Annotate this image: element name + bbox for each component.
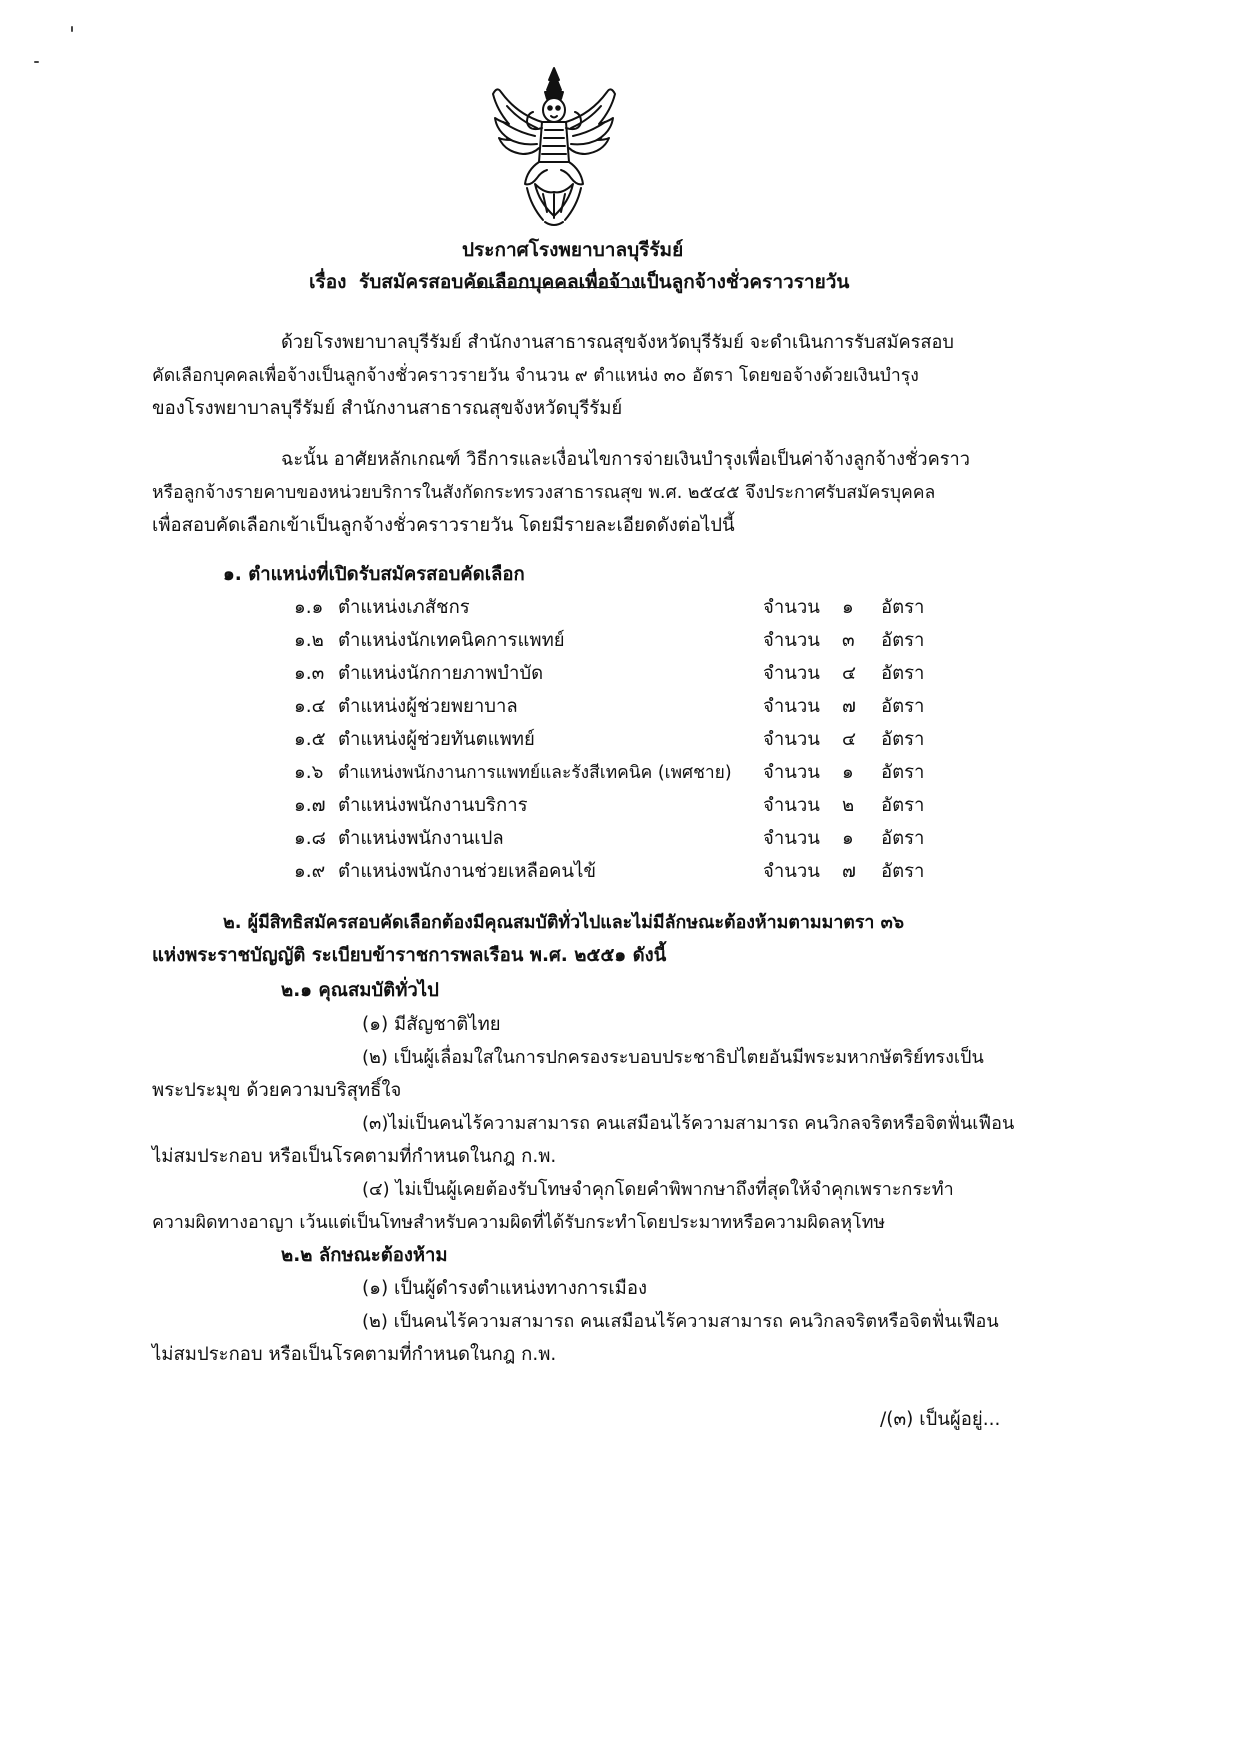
garuda-emblem-icon <box>487 66 621 230</box>
sub1-heading: ๒.๑ คุณสมบัติทั่วไป <box>281 980 439 1001</box>
sub2-item2-line1: (๒) เป็นคนไร้ความสามารถ คนเสมือนไร้ความสามารถ คนวิกลจริตหรือจิตฟั่นเฟือน <box>362 1311 999 1332</box>
position-number: ๑.๓ <box>294 663 325 684</box>
scan-speck <box>34 61 39 63</box>
count-label: จำนวน <box>763 597 820 618</box>
position-title: ตำแหน่งพนักงานบริการ <box>338 795 528 816</box>
unit-label: อัตรา <box>881 795 925 816</box>
page-continuation: /(๓) เป็นผู้อยู่... <box>880 1409 1001 1430</box>
count-label: จำนวน <box>763 795 820 816</box>
position-count: ๔ <box>842 729 857 750</box>
count-label: จำนวน <box>763 663 820 684</box>
position-count: ๑ <box>842 762 854 783</box>
unit-label: อัตรา <box>881 828 925 849</box>
position-number: ๑.๖ <box>294 762 324 783</box>
position-number: ๑.๙ <box>294 861 326 882</box>
position-count: ๑ <box>842 828 854 849</box>
position-number: ๑.๘ <box>294 828 326 849</box>
unit-label: อัตรา <box>881 729 925 750</box>
position-title: ตำแหน่งนักกายภาพบำบัด <box>338 663 544 684</box>
position-count: ๔ <box>842 663 857 684</box>
position-title: ตำแหน่งเภสัชกร <box>338 597 470 618</box>
intro-p2-line3: เพื่อสอบคัดเลือกเข้าเป็นลูกจ้างชั่วคราวรายวัน โดยมีรายละเอียดดังต่อไปนี้ <box>152 515 735 536</box>
unit-label: อัตรา <box>881 663 925 684</box>
page-title: ประกาศโรงพยาบาลบุรีรัมย์ <box>462 239 684 261</box>
intro-p2-line2: หรือลูกจ้างรายคาบของหน่วยบริการในสังกัดกระทรวงสาธารณสุข พ.ศ. ๒๕๔๕ จึงประกาศรับสมัครบุคคล <box>152 483 936 503</box>
position-title: ตำแหน่งผู้ช่วยพยาบาล <box>338 696 518 717</box>
count-label: จำนวน <box>763 828 820 849</box>
section2-heading-line1: ๒. ผู้มีสิทธิสมัครสอบคัดเลือกต้องมีคุณสมบัติทั่วไปและไม่มีลักษณะต้องห้ามตามมาตรา ๓๖ <box>223 912 905 933</box>
intro-p2-line1: ฉะนั้น อาศัยหลักเกณฑ์ วิธีการและเงื่อนไขการจ่ายเงินบำรุงเพื่อเป็นค่าจ้างลูกจ้างชั่วคราว <box>281 449 970 470</box>
scan-speck <box>71 26 73 32</box>
position-count: ๗ <box>842 861 856 882</box>
title-divider <box>471 287 641 288</box>
position-number: ๑.๕ <box>294 729 326 750</box>
section2-heading-line2: แห่งพระราชบัญญัติ ระเบียบข้าราชการพลเรือน พ.ศ. ๒๕๕๑ ดังนี้ <box>152 945 667 966</box>
intro-p1-line3: ของโรงพยาบาลบุรีรัมย์ สำนักงานสาธารณสุขจังหวัดบุรีรัมย์ <box>152 398 623 419</box>
sub1-item3-line1: (๓)ไม่เป็นคนไร้ความสามารถ คนเสมือนไร้ความสามารถ คนวิกลจริตหรือจิตฟั่นเฟือน <box>362 1113 1015 1134</box>
count-label: จำนวน <box>763 630 820 651</box>
position-number: ๑.๗ <box>294 795 326 816</box>
sub2-item2-line2: ไม่สมประกอบ หรือเป็นโรคตามที่กำหนดในกฎ ก.พ. <box>152 1344 557 1365</box>
position-count: ๒ <box>842 795 855 816</box>
position-title: ตำแหน่งนักเทคนิคการแพทย์ <box>338 630 565 651</box>
unit-label: อัตรา <box>881 630 925 651</box>
count-label: จำนวน <box>763 762 820 783</box>
subject-text: รับสมัครสอบคัดเลือกบุคคลเพื่อจ้างเป็นลูกจ้างชั่วคราวรายวัน <box>359 271 850 293</box>
sub1-item2-line2: พระประมุข ด้วยความบริสุทธิ์ใจ <box>152 1080 402 1101</box>
unit-label: อัตรา <box>881 861 925 882</box>
unit-label: อัตรา <box>881 696 925 717</box>
section1-heading: ๑. ตำแหน่งที่เปิดรับสมัครสอบคัดเลือก <box>223 564 525 585</box>
sub2-item1: (๑) เป็นผู้ดำรงตำแหน่งทางการเมือง <box>362 1278 647 1299</box>
sub1-item4-line1: (๔) ไม่เป็นผู้เคยต้องรับโทษจำคุกโดยคำพิพากษาถึงที่สุดให้จำคุกเพราะกระทำ <box>362 1179 954 1200</box>
sub2-heading: ๒.๒ ลักษณะต้องห้าม <box>281 1245 448 1266</box>
count-label: จำนวน <box>763 861 820 882</box>
sub1-item1: (๑) มีสัญชาติไทย <box>362 1014 501 1035</box>
position-title: ตำแหน่งพนักงานการแพทย์และรังสีเทคนิค (เพศชาย) <box>338 763 732 783</box>
count-label: จำนวน <box>763 729 820 750</box>
subject-label: เรื่อง <box>309 271 347 293</box>
sub1-item2-line1: (๒) เป็นผู้เลื่อมใสในการปกครองระบอบประชาธิปไตยอันมีพระมหากษัตริย์ทรงเป็น <box>362 1047 984 1068</box>
position-title: ตำแหน่งผู้ช่วยทันตแพทย์ <box>338 729 535 750</box>
position-number: ๑.๑ <box>294 597 324 618</box>
unit-label: อัตรา <box>881 597 925 618</box>
position-number: ๑.๔ <box>294 696 326 717</box>
intro-p1-line2: คัดเลือกบุคคลเพื่อจ้างเป็นลูกจ้างชั่วคราวรายวัน จำนวน ๙ ตำแหน่ง ๓๐ อัตรา โดยขอจ้างด้วยเงินบำรุง <box>152 366 919 386</box>
unit-label: อัตรา <box>881 762 925 783</box>
count-label: จำนวน <box>763 696 820 717</box>
sub1-item4-line2: ความผิดทางอาญา เว้นแต่เป็นโทษสำหรับความผิดที่ได้รับกระทำโดยประมาทหรือความผิดลหุโทษ <box>152 1212 886 1233</box>
position-count: ๑ <box>842 597 854 618</box>
sub1-item3-line2: ไม่สมประกอบ หรือเป็นโรคตามที่กำหนดในกฎ ก.พ. <box>152 1146 557 1167</box>
position-title: ตำแหน่งพนักงานเปล <box>338 828 504 849</box>
position-title: ตำแหน่งพนักงานช่วยเหลือคนไข้ <box>338 861 597 882</box>
position-count: ๓ <box>842 630 855 651</box>
intro-p1-line1: ด้วยโรงพยาบาลบุรีรัมย์ สำนักงานสาธารณสุขจังหวัดบุรีรัมย์ จะดำเนินการรับสมัครสอบ <box>281 332 954 353</box>
position-number: ๑.๒ <box>294 630 324 651</box>
position-count: ๗ <box>842 696 856 717</box>
